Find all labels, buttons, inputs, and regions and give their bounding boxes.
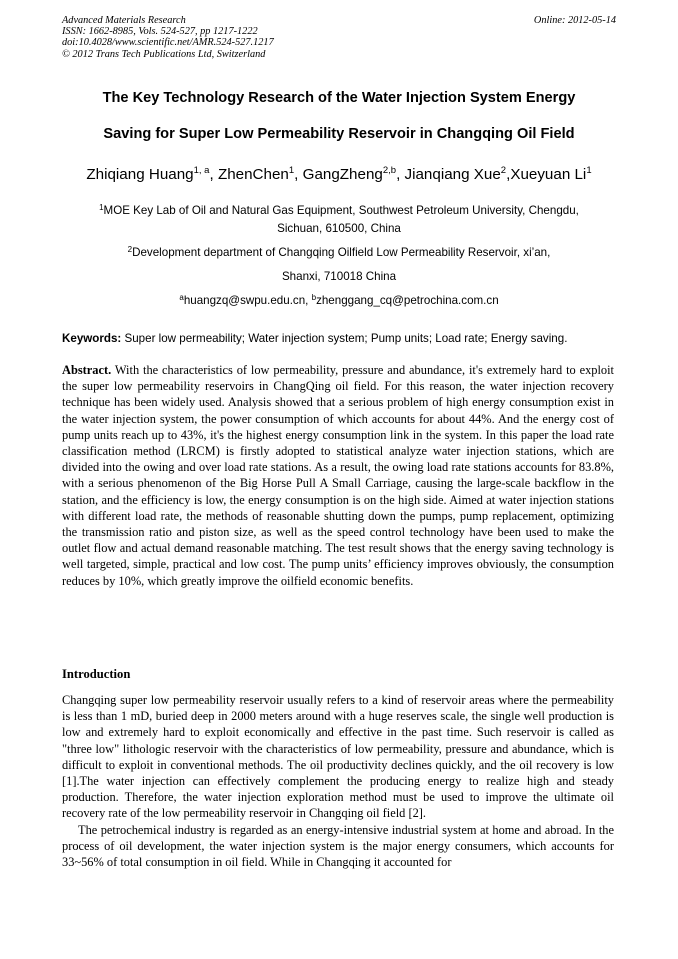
abstract	[62, 362, 614, 589]
affiliation-1-line-2: Sichuan, 610500, China	[277, 222, 401, 235]
email-sup: b	[311, 293, 317, 302]
introduction-paragraph-2: The petrochemical industry is regarded as an energy-intensive industrial system at home and abroad. In the process of oil development, the water injection system is the major energy consumers, which accounts for 33~56% of total consumption in oil field. While in Changqing it accounted for	[62, 822, 614, 870]
author-sep: ,	[506, 166, 511, 183]
author-name: Xueyuan Li	[510, 166, 587, 183]
author-sup: 2,b	[382, 165, 397, 176]
abstract-label: Abstract.	[62, 363, 112, 377]
email-a: huangzq@swpu.edu.cn,	[183, 294, 312, 307]
email-b: zhenggang_cq@petrochina.com.cn	[316, 294, 499, 307]
author-name: Zhiqiang Huang	[86, 166, 194, 183]
copyright-line: © 2012 Trans Tech Publications Ltd, Switzerland	[62, 48, 266, 60]
author-sep: ,	[294, 166, 303, 183]
section-heading-introduction: Introduction	[62, 667, 131, 681]
keywords-label: Keywords:	[62, 332, 122, 345]
author-sup: 1	[586, 165, 592, 176]
introduction-paragraph-1: Changqing super low permeability reservoir usually refers to a kind of reservoir areas where the permeability is less than 1 mD, buried deep in 2000 meters around with a huge reserves scale, the single well production is low and extremely hard to exploit economically and effective in the past time. Such reservoir is called as "three low" lithologic reservoir with the characteristics of low permeability, pressure and abundance, which is difficult to exploit in conventional methods. The oil productivity declines quickly, and the oil recovery is low [1].The water injection can effectively complement the producing energy to realize high and steady production. Therefore, the water injection exploration method must be used to improve the ultimate oil recovery rate of the low permeability reservoir in Changqing oil field [2].	[62, 693, 614, 821]
affiliation-2-line-1: $^2$Development department of Changqing Oilfield Low Permeability Reservoir, xi’an,	[127, 245, 551, 259]
author-sep: ,	[209, 166, 218, 183]
journal-name: Advanced Materials Research	[62, 15, 186, 26]
online-date: Online: 2012-05-14	[533, 15, 616, 26]
email-sup: a	[179, 293, 184, 302]
email-line	[40, 294, 638, 307]
author-sup: 1, a	[193, 165, 210, 176]
abstract-text: With the characteristics of low permeability, pressure and abundance, it's extremely hard to exploit the super low permeability reservoirs in ChangQing oil field. For this reason, the water injection recovery technique has been widely used. Analysis showed that a serious problem of high energy consumption exist in the water injection system, the power consumption of which accounts for about 44%. And the energy cost of pump units reach up to 43%, it's the highest energy consumption link in the system. In this paper the load rate classification method (LRCM) is firstly adopted to statistical analyze water injection stations, which are divided into the owing and over load rate stations. As a result, the owing load rate stations accounts for 83.8%, with a serious phenomenon of the Big Horse Pull A Small Carriage, causing the large-scale backflow in the station, and the efficiency is low, the energy consumption is on the high side. Aimed at water injection stations with different load rate, the methods of reasonable shutting down the pumps, pump replacement, optimizing the transmission ratio and piston size, as well as the speed control technology have been used to make the outlet flow and actual demand reasonable matching. The test result shows that the energy saving technology is well targeted, simple, practical and low cost. The pump units’ efficiency improves obviously, the consumption reduces by 10%, which greatly improve the oilfield economic benefits.	[62, 363, 614, 588]
affiliation-2-line-2: Shanxi, 710018 China	[281, 270, 397, 283]
author-name: ZhenChen	[217, 166, 289, 183]
keywords-text: Super low permeability; Water injection system; Pump units; Load rate; Energy saving.	[121, 332, 568, 345]
journal-header	[62, 15, 616, 60]
keywords	[62, 332, 622, 345]
paper-title-line-2: Saving for Super Low Permeability Reservoir in Changqing Oil Field	[103, 126, 575, 142]
doi-line: doi:10.4028/www.scientific.net/AMR.524-527.1217	[62, 37, 274, 49]
author-sep: ,	[396, 166, 405, 183]
author-list	[40, 166, 638, 183]
affiliation-sup: 1	[99, 203, 104, 212]
author-name: Jianqiang Xue	[404, 166, 501, 183]
introduction-body	[62, 692, 614, 870]
affiliation-sup: 2	[127, 245, 133, 254]
affiliation-1-line-1: $^1$MOE Key Lab of Oil and Natural Gas Equipment, Southwest Petroleum University, Chengdu,	[99, 203, 579, 217]
author-name: GangZheng	[302, 166, 383, 183]
author-sup: 2	[500, 165, 507, 176]
author-sup: 1	[288, 165, 295, 176]
paper-title-line-1: The Key Technology Research of the Water Injection System Energy	[102, 90, 576, 106]
issn-line: ISSN: 1662-8985, Vols. 524-527, pp 1217-1222	[62, 26, 258, 38]
